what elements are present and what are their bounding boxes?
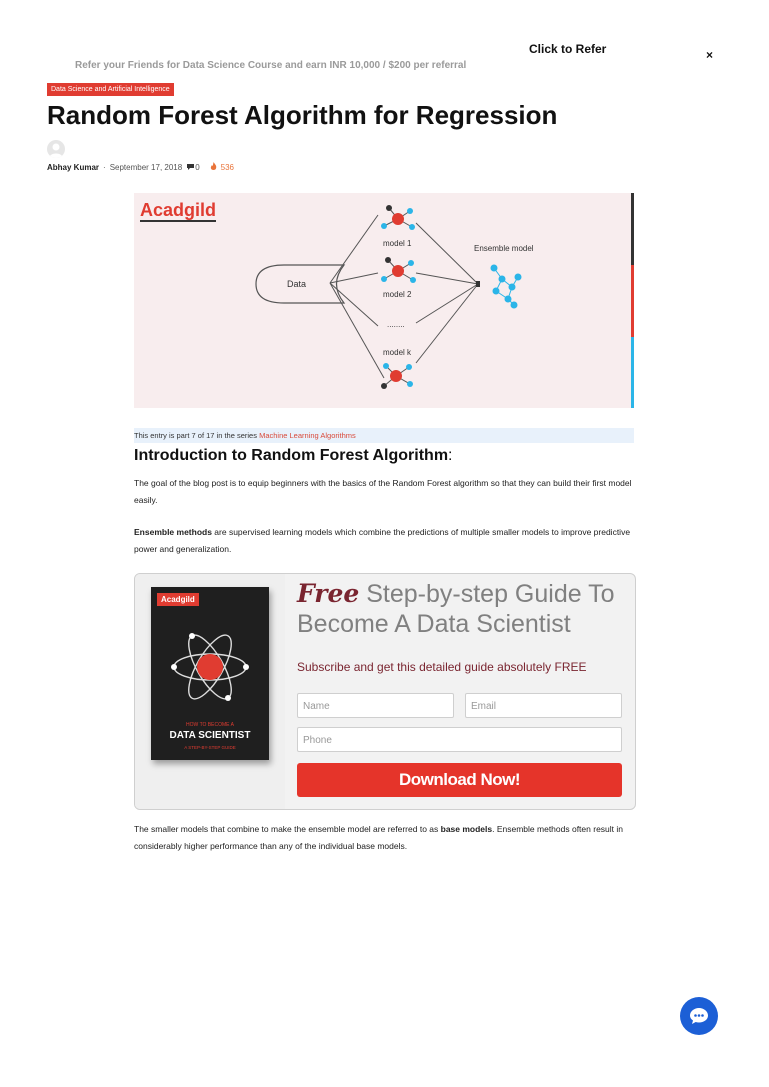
paragraph-base-models-end: . Ensemble methods often result in considerably higher performance than any of the individual base models. bbox=[134, 824, 623, 851]
chat-button[interactable] bbox=[680, 997, 718, 1035]
hero-image bbox=[134, 193, 634, 408]
promo-headline-text: Step-by-step Guide To Become A Data Scientist bbox=[297, 580, 615, 638]
download-now-button[interactable]: Download Now! bbox=[297, 763, 622, 797]
paragraph-ensemble-text: are supervised learning models which combine the predictions of multiple smaller models to improve predictive power and generalization. bbox=[134, 527, 631, 554]
paragraph-base-models-start: The smaller models that combine to make the ensemble model are referred to as bbox=[134, 824, 441, 834]
series-link[interactable]: Machine Learning Algorithms bbox=[259, 431, 356, 440]
comment-count[interactable]: 0 bbox=[195, 163, 200, 172]
promo-headline bbox=[297, 579, 627, 639]
chat-icon bbox=[689, 1007, 709, 1025]
series-prefix: This entry is part 7 of 17 in the series bbox=[134, 431, 257, 440]
paragraph-intro: The goal of the blog post is to equip beginners with the basics of the Random Forest algorithm so that they can build their first model easily. bbox=[134, 478, 632, 505]
book-logo: Acadgild bbox=[157, 593, 199, 606]
name-field[interactable]: Name bbox=[297, 693, 454, 718]
phone-field[interactable]: Phone bbox=[297, 727, 622, 752]
email-field[interactable]: Email bbox=[465, 693, 622, 718]
author-name[interactable]: Abhay Kumar bbox=[47, 163, 100, 172]
series-notice bbox=[134, 428, 634, 443]
book-subtitle-top: HOW TO BECOME A bbox=[186, 722, 234, 728]
ensemble-methods-term: Ensemble methods bbox=[134, 527, 212, 537]
label-model-1: model 1 bbox=[383, 239, 412, 248]
label-model-2: model 2 bbox=[383, 290, 412, 299]
promo-free-label: Free bbox=[297, 579, 360, 608]
label-dots: ........ bbox=[387, 320, 405, 329]
guide-promo-box bbox=[134, 573, 636, 810]
referral-banner-text: Refer your Friends for Data Science Course and earn INR 10,000 / $200 per referral bbox=[75, 60, 467, 71]
paragraph-ensemble bbox=[134, 524, 634, 558]
comment-icon bbox=[186, 163, 195, 173]
view-count: 536 bbox=[220, 163, 234, 172]
category-badge[interactable]: Data Science and Artificial Intelligence bbox=[47, 83, 174, 96]
promo-book-panel bbox=[135, 574, 285, 809]
section-heading bbox=[134, 447, 453, 465]
page-title: Random Forest Algorithm for Regression bbox=[47, 100, 558, 130]
base-models-term: base models bbox=[440, 824, 493, 834]
section-heading-suffix: : bbox=[448, 447, 453, 464]
book-subtitle-bottom: A STEP-BY-STEP GUIDE bbox=[184, 745, 236, 750]
close-icon[interactable]: × bbox=[706, 48, 714, 62]
section-heading-text: Introduction to Random Forest Algorithm bbox=[134, 447, 449, 464]
book-title: DATA SCIENTIST bbox=[169, 730, 251, 741]
ensemble-diagram bbox=[134, 193, 634, 408]
post-date: September 17, 2018 bbox=[109, 163, 183, 172]
promo-subtitle: Subscribe and get this detailed guide absolutely FREE bbox=[297, 660, 587, 674]
post-meta bbox=[47, 162, 234, 173]
meta-separator: · bbox=[103, 163, 106, 172]
label-ensemble: Ensemble model bbox=[474, 244, 534, 253]
hero-brand-logo: Acadgild bbox=[140, 200, 217, 220]
book-cover bbox=[151, 587, 269, 760]
label-model-k: model k bbox=[383, 348, 412, 357]
atom-icon bbox=[170, 627, 250, 707]
paragraph-base-models bbox=[134, 821, 634, 855]
user-icon bbox=[47, 140, 65, 158]
click-to-refer-link[interactable]: Click to Refer bbox=[529, 42, 607, 56]
avatar[interactable] bbox=[47, 140, 65, 158]
label-data: Data bbox=[287, 279, 307, 289]
flame-icon bbox=[210, 162, 217, 173]
